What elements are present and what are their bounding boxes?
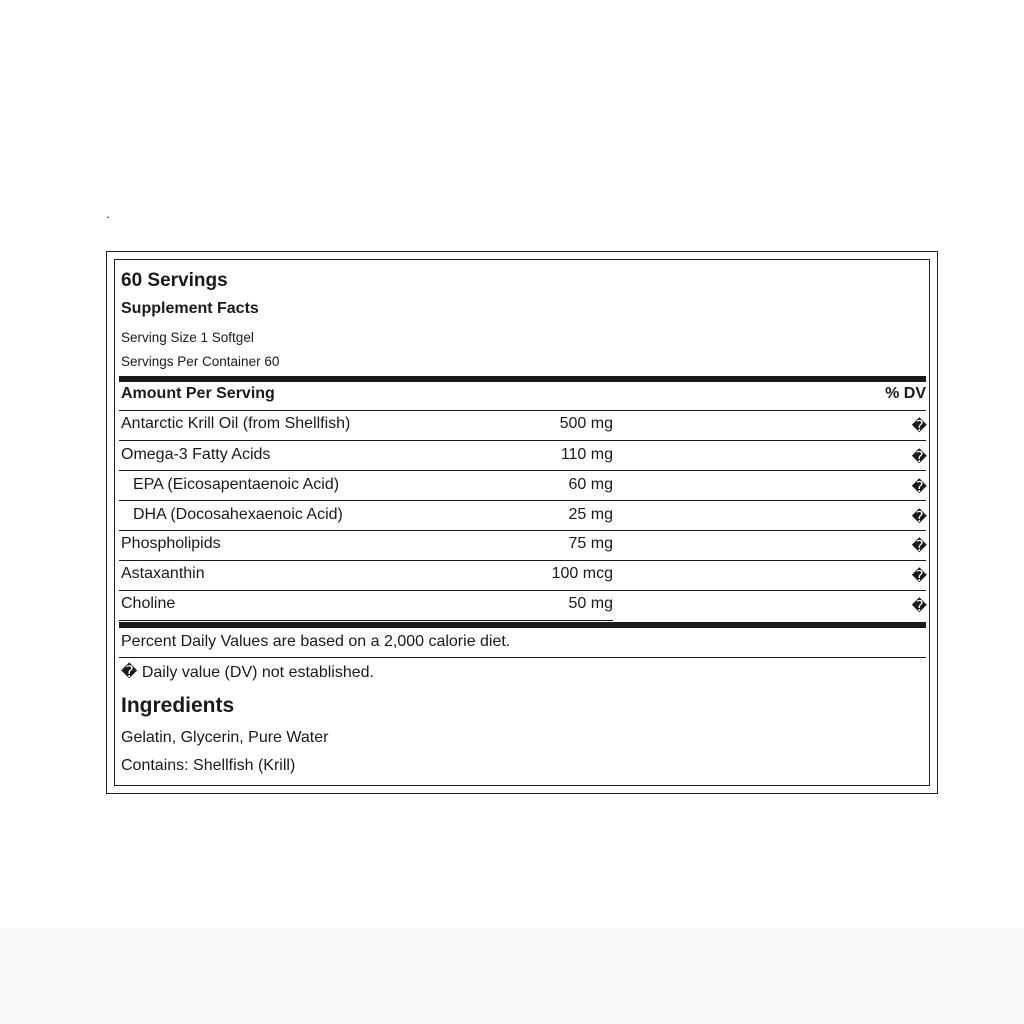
dv-header: % DV — [885, 385, 926, 402]
stray-mark: . — [106, 205, 110, 221]
servings-per-container: Servings Per Container 60 — [121, 354, 280, 369]
footnote-dv-not-established: � Daily value (DV) not established. — [121, 664, 374, 681]
nutrient-amount: 25 mg — [568, 506, 613, 523]
nutrient-name: Omega-3 Fatty Acids — [121, 446, 271, 463]
nutrient-dv: � — [911, 538, 927, 555]
nutrient-name: DHA (Docosahexaenoic Acid) — [133, 506, 343, 523]
thick-divider-bottom — [119, 622, 926, 628]
thick-divider-top — [119, 376, 926, 382]
nutrient-dv: � — [911, 418, 927, 435]
supplement-facts-heading: Supplement Facts — [121, 300, 259, 317]
header-divider — [119, 410, 926, 411]
ingredients-heading: Ingredients — [121, 694, 235, 717]
footnote-divider — [119, 657, 926, 658]
nutrient-name: Choline — [121, 595, 176, 612]
row-divider — [119, 530, 926, 531]
nutrient-dv: � — [911, 449, 927, 466]
row-divider — [119, 500, 926, 501]
servings-title: 60 Servings — [121, 270, 228, 291]
bottom-background-band — [0, 928, 1024, 1024]
serving-size: Serving Size 1 Softgel — [121, 330, 254, 345]
amount-column-underline — [119, 620, 613, 621]
nutrient-amount: 75 mg — [568, 535, 613, 552]
nutrient-dv: � — [911, 479, 927, 496]
nutrient-name: EPA (Eicosapentaenoic Acid) — [133, 476, 340, 493]
nutrient-name: Antarctic Krill Oil (from Shellfish) — [121, 415, 351, 432]
nutrient-name: Astaxanthin — [121, 565, 205, 582]
nutrient-amount: 110 mg — [560, 446, 613, 463]
row-divider — [119, 560, 926, 561]
footnote-daily-values: Percent Daily Values are based on a 2,000 calorie diet. — [121, 633, 511, 650]
ingredients-list: Gelatin, Glycerin, Pure Water — [121, 729, 329, 746]
row-divider — [119, 590, 926, 591]
allergen-statement: Contains: Shellfish (Krill) — [121, 757, 296, 774]
nutrient-dv: � — [911, 509, 927, 526]
nutrient-amount: 60 mg — [568, 476, 613, 493]
amount-per-serving-header: Amount Per Serving — [121, 385, 275, 402]
nutrient-name: Phospholipids — [121, 535, 221, 552]
nutrient-dv: � — [911, 598, 927, 615]
nutrient-amount: 500 mg — [559, 415, 613, 432]
nutrient-amount: 50 mg — [568, 595, 613, 612]
row-divider — [119, 470, 926, 471]
row-divider — [119, 440, 926, 441]
nutrient-amount: 100 mcg — [551, 565, 613, 582]
nutrient-dv: � — [911, 568, 927, 585]
